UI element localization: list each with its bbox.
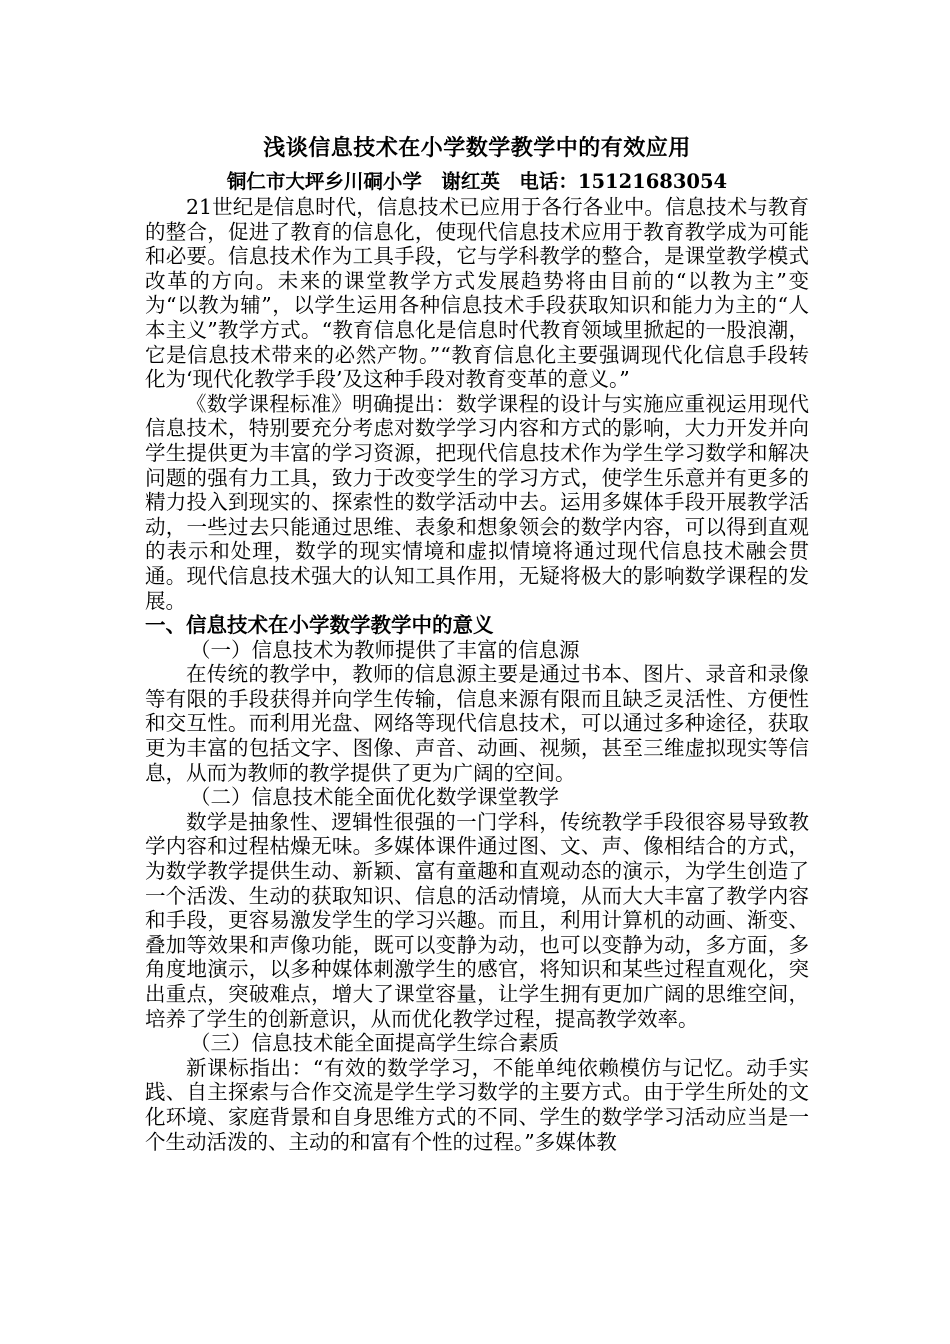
subsection-text-1: 在传统的教学中，教师的信息源主要是通过书本、图片、录音和录像等有限的手段获得并向学生传输，信息来源有限而且缺乏灵活性、方便性和交互性。而利用光盘、网络等现代信息技术，可以通过多种途径，获取更为丰富的包括文字、图像、声音、动画、视频，甚至三维虚拟现实等信息，从而为教师的教学提供了更为广阔的空间。 [145,662,809,785]
subsection-text-3: 新课标指出：“有效的数学学习，不能单纯依赖模仿与记忆。动手实践、自主探索与合作交流是学生学习数学的主要方式。由于学生所处的文化环境、家庭背景和自身思维方式的不同、学生的数学学习活动应当是一个生动活泼的、主动的和富有个性的过程。”多媒体教 [145,1055,809,1154]
intro-paragraph-1: 21世纪是信息时代，信息技术已应用于各行各业中。信息技术与教育的整合，促进了教育的信息化，使现代信息技术应用于教育教学成为可能和必要。信息技术作为工具手段，它与学科教学的整合，是课堂教学模式改革的方向。未来的课堂教学方式发展趋势将由目前的“以教为主”变为“以教为辅”，以学生运用各种信息技术手段获取知识和能力为主的“人本主义”教学方式。“教育信息化是信息时代教育领域里掀起的一股浪潮，它是信息技术带来的必然产物。”“教育信息化主要强调现代化信息手段转化为‘现代化教学手段’及这种手段对教育变革的意义。” [145,195,809,392]
subsection-heading-1: （一）信息技术为教师提供了丰富的信息源 [190,637,580,662]
intro-paragraph-2: 《数学课程标准》明确提出：数学课程的设计与实施应重视运用现代信息技术，特别要充分考虑对数学学习内容和方式的影响，大力开发并向学生提供更为丰富的学习资源，把现代信息技术作为学生学习数学和解决问题的强有力工具，致力于改变学生的学习方式，使学生乐意并有更多的精力投入到现实的、探索性的数学活动中去。运用多媒体手段开展教学活动，一些过去只能通过思维、表象和想象领会的数学内容，可以得到直观的表示和处理，数学的现实情境和虚拟情境将通过现代信息技术融会贯通。现代信息技术强大的认知工具作用，无疑将极大的影响数学课程的发展。 [145,391,809,613]
document-title: 浅谈信息技术在小学数学教学中的有效应用 [263,135,691,161]
subsection-heading-3: （三）信息技术能全面提高学生综合素质 [190,1031,559,1056]
subsection-text-2: 数学是抽象性、逻辑性很强的一门学科，传统教学手段很容易导致教学内容和过程枯燥无味。多媒体课件通过图、文、声、像相结合的方式，为数学教学提供生动、新颖、富有童趣和直观动态的演示，为学生创造了一个活泼、生动的获取知识、信息的活动情境，从而大大丰富了教学内容和手段，更容易激发学生的学习兴趣。而且，利用计算机的动画、渐变、叠加等效果和声像功能，既可以变静为动，也可以变静为动，多方面，多角度地演示，以多种媒体刺激学生的感官，将知识和某些过程直观化，突出重点，突破难点，增大了课堂容量，让学生拥有更加广阔的思维空间，培养了学生的创新意识，从而优化教学过程，提高教学效率。 [145,809,809,1031]
section-heading: 一、信息技术在小学数学教学中的意义 [145,613,494,638]
document-page [145,133,809,1154]
subsection-heading-2: （二）信息技术能全面优化数学课堂教学 [190,785,559,810]
author-line: 铜仁市大坪乡川硐小学 谢红英 电话：15121683054 [226,170,728,193]
